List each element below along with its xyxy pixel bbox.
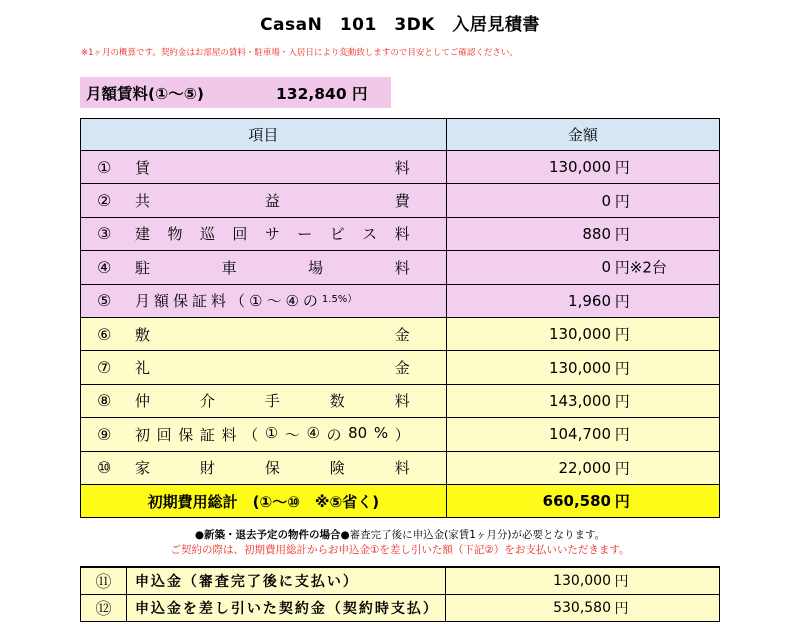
estimate-table — [80, 118, 720, 518]
row-number: ④ — [97, 257, 112, 277]
row-label — [135, 190, 410, 211]
total-amount-cell — [446, 484, 719, 517]
row-label-char: ～ — [284, 425, 300, 444]
row-label-char: ） — [394, 425, 410, 444]
apply-row — [81, 594, 720, 621]
row-label-char: 賃 — [135, 158, 151, 177]
row-item-cell — [81, 351, 447, 384]
row-number: ⑤ — [97, 291, 112, 311]
row-amount-value: 1,960 — [568, 291, 611, 310]
row-item-cell — [81, 418, 447, 451]
apply-amount-unit: 円 — [614, 573, 629, 590]
row-label — [135, 357, 410, 378]
row-amount-value: 22,000 — [558, 458, 611, 477]
row-amount-unit: 円 — [614, 392, 630, 411]
table-row — [81, 284, 720, 317]
row-item — [81, 357, 446, 378]
row-label-char: 車 — [221, 258, 237, 277]
row-item — [81, 324, 446, 345]
row-label-char: 財 — [199, 459, 215, 478]
apply-amount-cell — [446, 567, 720, 594]
table-row — [81, 151, 720, 184]
monthly-rent-label: 月額賃料(①～⑤) — [86, 84, 204, 103]
row-number: ⑨ — [97, 424, 112, 444]
row-item-cell — [81, 451, 447, 484]
row-label-char: 初 — [135, 425, 151, 444]
row-amount-cell — [446, 284, 719, 317]
header-item: 項目 — [81, 119, 447, 151]
row-amount-cell — [446, 217, 719, 250]
total-amount-value: 660,580 — [542, 492, 611, 511]
row-amount-unit: 円 — [614, 325, 630, 344]
row-label-small: 1.5%） — [321, 294, 358, 306]
row-item — [81, 424, 446, 445]
table-row — [81, 418, 720, 451]
table-row — [81, 451, 720, 484]
row-amount-unit: 円 — [614, 225, 630, 244]
row-label-char: 保 — [178, 425, 194, 444]
row-label-char: 保 — [264, 459, 280, 478]
row-label-char: 敷 — [135, 325, 151, 344]
row-label-char: 益 — [264, 192, 280, 211]
table-header-row — [81, 119, 720, 151]
row-label-char: ④ — [306, 423, 320, 442]
table-row — [81, 217, 720, 250]
info-line-2: ご契約の際は、初期費用総計からお申込金①を差し引いた額（下記②）をお支払いいただきます。 — [170, 544, 630, 556]
row-label-char: 巡 — [199, 225, 215, 244]
row-label — [135, 157, 410, 178]
row-label-char: ビ — [329, 225, 345, 244]
row-amount-cell — [446, 451, 719, 484]
monthly-rent-box — [80, 77, 391, 108]
apply-label: 申込金（審査完了後に支払い） — [126, 567, 446, 594]
row-amount-value: 130,000 — [548, 158, 611, 177]
row-label-char: 料 — [394, 392, 410, 411]
row-item — [81, 257, 446, 278]
info-line-1-text: 審査完了後に申込金(家賃1ヶ月分)が必要となります。 — [349, 529, 606, 541]
row-item — [81, 223, 446, 244]
row-amount-cell — [446, 151, 719, 184]
row-label-char: 共 — [135, 192, 151, 211]
row-amount-value: 0 — [601, 191, 611, 210]
row-item — [81, 457, 446, 478]
apply-number: ⑪ — [81, 567, 127, 594]
table-row — [81, 251, 720, 284]
row-label-char: 礼 — [135, 359, 151, 378]
row-label-char: 金 — [394, 325, 410, 344]
row-label-char: 手 — [264, 392, 280, 411]
row-label-char: 険 — [329, 459, 345, 478]
row-number: ② — [97, 191, 112, 211]
application-table — [80, 566, 720, 622]
total-row — [81, 484, 720, 517]
row-label-char: ① — [264, 423, 279, 442]
total-amount-unit: 円 — [614, 492, 630, 511]
row-label-char: 介 — [199, 392, 215, 411]
row-label-char: 証 — [199, 425, 215, 444]
estimate-note: ※1ヶ月の概算です。契約金はお部屋の賃料・駐車場・入居日により変動致しますので目安としてご確認ください。 — [81, 48, 518, 58]
info-line-1-heading: ●新築・退去予定の物件の場合● — [194, 529, 350, 541]
row-item-cell — [81, 384, 447, 417]
row-amount-value: 130,000 — [548, 325, 611, 344]
row-label — [135, 457, 410, 478]
row-label — [135, 324, 410, 345]
row-label-char: 80 — [348, 423, 368, 442]
table-row — [81, 317, 720, 350]
row-label-char: 回 — [232, 225, 248, 244]
apply-amount-unit: 円 — [614, 600, 629, 617]
row-item-cell — [81, 217, 447, 250]
row-amount-unit: 円 — [614, 158, 630, 177]
row-amount-cell — [446, 384, 719, 417]
row-label-char: 料 — [394, 158, 410, 177]
row-amount-unit: 円 — [614, 359, 630, 378]
row-item-cell — [81, 184, 447, 217]
row-amount-unit: 円 — [614, 192, 630, 211]
monthly-rent-value: 132,840 円 — [276, 84, 368, 103]
row-number: ⑦ — [97, 358, 112, 378]
row-label-char: 料 — [394, 258, 410, 277]
apply-row — [81, 567, 720, 594]
apply-amount-value: 130,000 — [553, 572, 611, 589]
row-item — [81, 390, 446, 411]
row-amount-value: 143,000 — [548, 391, 611, 410]
row-amount-value: 880 — [582, 224, 611, 243]
row-amount-unit: 円 — [614, 292, 630, 311]
row-item — [81, 157, 446, 178]
apply-label: 申込金を差し引いた契約金（契約時支払） — [126, 594, 446, 621]
row-label — [135, 223, 410, 244]
row-label-char: 建 — [135, 225, 151, 244]
row-label-char: 回 — [156, 425, 172, 444]
table-row — [81, 384, 720, 417]
row-amount-unit: 円※2台 — [614, 258, 667, 277]
row-label-char: 料 — [394, 459, 410, 478]
row-label-char: 場 — [308, 258, 324, 277]
row-label-char: 費 — [394, 192, 410, 211]
row-item-cell — [81, 251, 447, 284]
row-label-char: （ — [243, 425, 259, 444]
row-number: ⑥ — [97, 324, 112, 344]
row-label-char: 数 — [329, 392, 345, 411]
page-title: CasaN 101 3DK 入居見積書 — [260, 15, 540, 35]
header-amount: 金額 — [446, 119, 719, 151]
row-number: ⑧ — [97, 391, 112, 411]
total-label: 初期費用総計 (①～⑩ ※⑤省く) — [81, 484, 447, 517]
row-item-cell — [81, 284, 447, 317]
row-label-char: 料 — [221, 425, 237, 444]
row-amount-unit: 円 — [614, 425, 630, 444]
row-number: ③ — [97, 224, 112, 244]
row-label-char: ー — [297, 225, 313, 244]
row-label-char: 金 — [394, 359, 410, 378]
row-label: 月額保証料（①～④の 1.5%） — [135, 292, 358, 311]
row-label-char: 料 — [394, 225, 410, 244]
row-label-char: の — [326, 425, 342, 444]
row-amount-value: 0 — [601, 258, 611, 277]
row-amount-value: 130,000 — [548, 358, 611, 377]
row-item-cell — [81, 151, 447, 184]
row-amount-cell — [446, 251, 719, 284]
row-amount-cell — [446, 351, 719, 384]
row-label-char: 駐 — [135, 258, 151, 277]
row-item-cell — [81, 317, 447, 350]
row-label-char: 家 — [135, 459, 151, 478]
row-amount-cell — [446, 418, 719, 451]
table-row — [81, 184, 720, 217]
apply-amount-cell — [446, 594, 720, 621]
table-row — [81, 351, 720, 384]
info-line-1 — [0, 527, 800, 542]
row-amount-cell — [446, 184, 719, 217]
row-label-char: % — [373, 423, 389, 442]
row-label-char: 物 — [167, 225, 183, 244]
row-item — [81, 290, 446, 311]
apply-amount-value: 530,580 — [553, 599, 611, 616]
row-item — [81, 190, 446, 211]
row-number: ⑩ — [97, 458, 112, 478]
row-amount-value: 104,700 — [548, 425, 611, 444]
row-label-char: 仲 — [135, 392, 151, 411]
apply-number: ⑫ — [81, 594, 127, 621]
row-amount-cell — [446, 317, 719, 350]
row-label — [135, 424, 410, 445]
row-label-char: サ — [264, 225, 280, 244]
row-number: ① — [97, 157, 112, 177]
row-label — [135, 257, 410, 278]
row-label-char: ス — [362, 225, 378, 244]
row-amount-unit: 円 — [614, 459, 630, 478]
row-label — [135, 390, 410, 411]
